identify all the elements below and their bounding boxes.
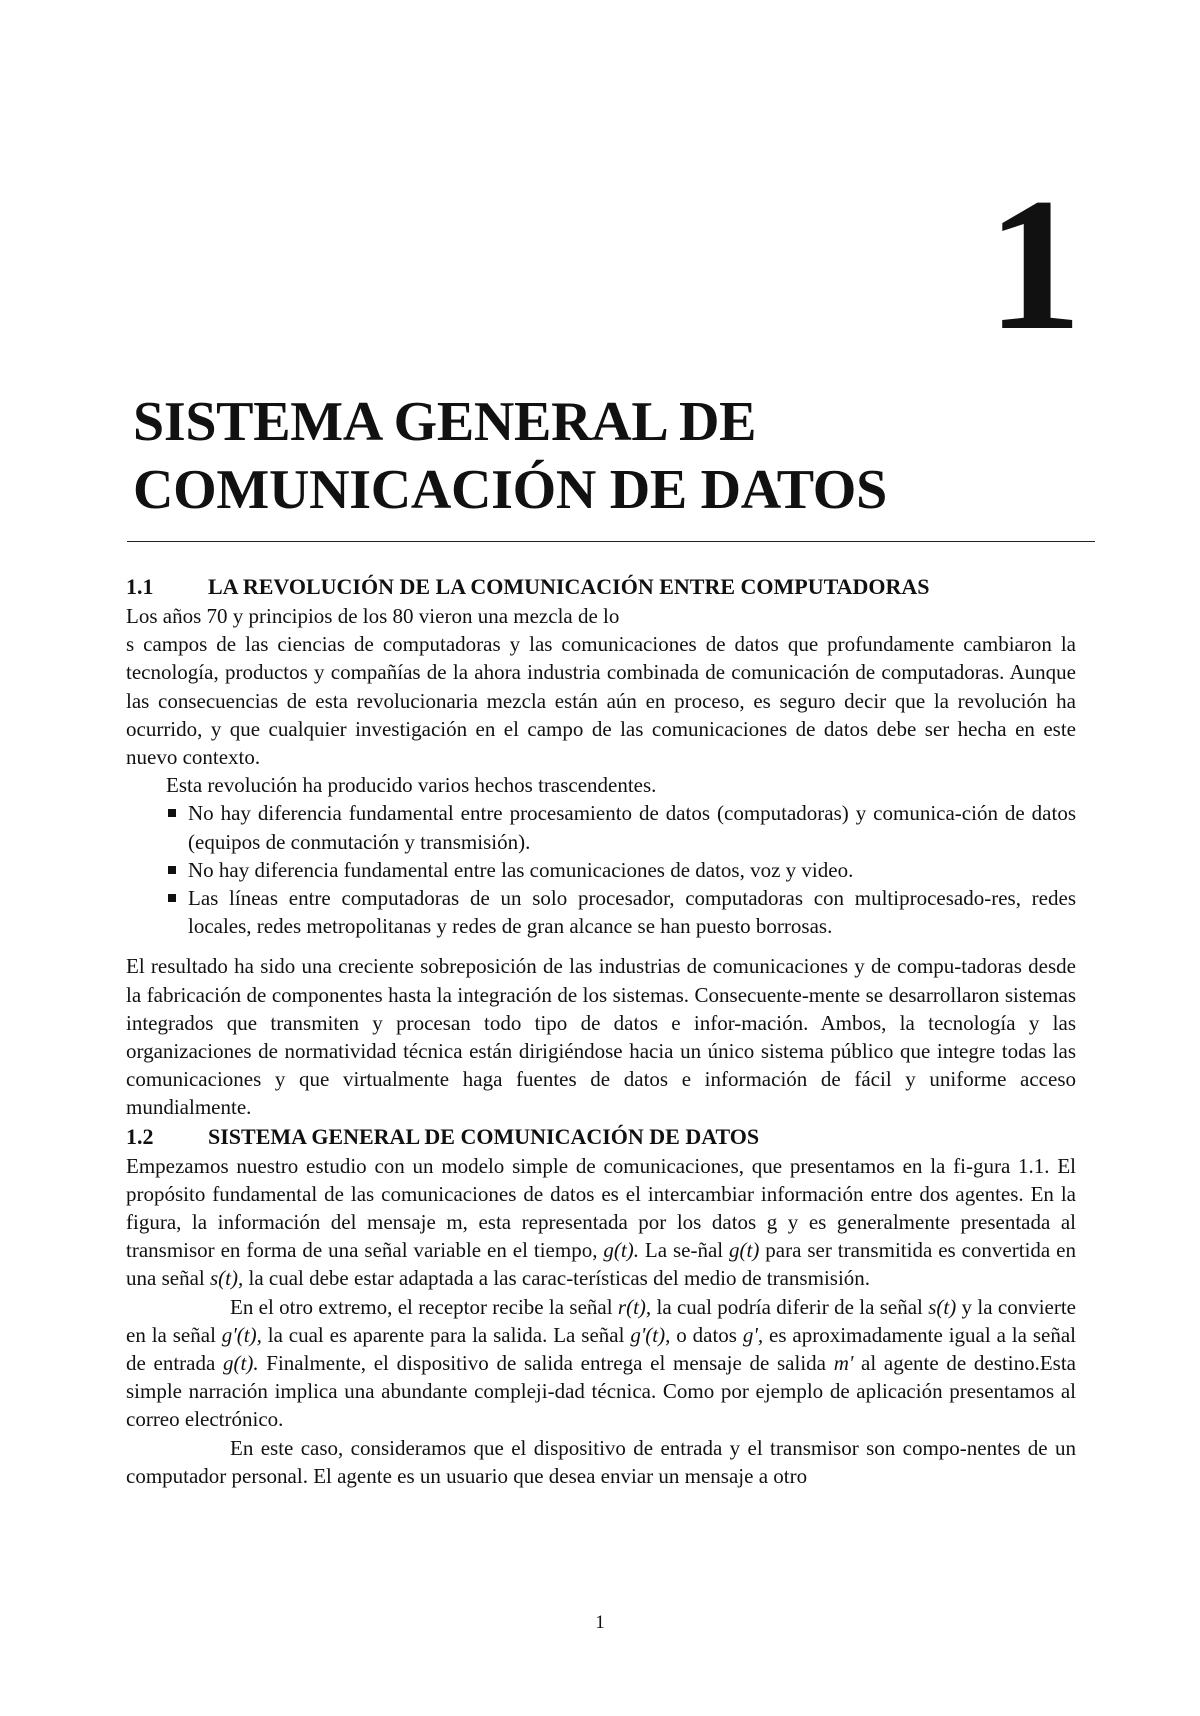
conclusion-paragraph: El resultado ha sido una creciente sobreposición de las industrias de comunicaciones y de compu-tadoras desde la fabricación de componentes hasta la integración de los sistemas. Consecuente-mente se desarrollaron sistemas integrados que transmiten y procesan todo tipo de datos e infor-mación. Ambos, la tecnología y las organizaciones de normatividad técnica están dirigiéndose hacia un único sistema público que integre todas las comunicaciones y que virtualmente haga fuentes de datos e información de fácil y uniforme acceso mundialmente. [126, 954, 1076, 1120]
section-heading-1-2 [126, 1122, 1076, 1152]
list-item: Las líneas entre computadoras de un solo procesador, computadoras con multiprocesado-res, redes locales, redes metropolitanas y redes de gran alcance se han puesto borrosas. [166, 884, 1076, 940]
receiver-paragraph: En el otro extremo, el receptor recibe la señal r(t), la cual podría diferir de la señal s(t) y la convierte en la señal g'(t), la cual es aparente para la salida. La señal g'(t), o datos g', es aproximadamente igual a la señal de entrada g(t). Finalmente, el dispositivo de salida entrega el mensaje de salida m' al agente de destino.Esta simple narración implica una abundante compleji-dad técnica. Como por ejemplo de aplicación presentamos al correo electrónico. [126, 1294, 1077, 1432]
square-bullet-icon [168, 894, 176, 902]
chapter-title [133, 388, 1093, 524]
section-heading-1-1 [126, 572, 1076, 602]
list-item: No hay diferencia fundamental entre procesamiento de datos (computadoras) y comunica-ción de datos (equipos de conmutación y transmisión). [166, 799, 1076, 855]
model-paragraph: Empezamos nuestro estudio con un modelo simple de comunicaciones, que presentamos en la fi-gura 1.1. El propósito fundamental de las comunicaciones de datos es el intercambiar información entre dos agentes. En la figura, la información del mensaje m, esta representada por los datos g y es generalmente presentada al transmisor en forma de una señal variable en el tiempo, g(t). La se-ñal g(t) para ser transmitida es convertida en una señal s(t), la cual debe estar adaptada a las carac-terísticas del medio de transmisión. [126, 1153, 1076, 1291]
page-number: 1 [595, 1612, 605, 1633]
section-title: LA REVOLUCIÓN DE LA COMUNICACIÓN ENTRE COMPUTADORAS [208, 574, 930, 599]
email-example-paragraph: En este caso, consideramos que el dispositivo de entrada y el transmisor son compo-nentes de un computador personal. El agente es un usuario que desea enviar un mensaje a otro [126, 1435, 1076, 1488]
section-title: SISTEMA GENERAL DE COMUNICACIÓN DE DATOS [208, 1123, 760, 1149]
list-item: No hay diferencia fundamental entre las comunicaciones de datos, voz y video. [166, 856, 1076, 884]
title-divider [127, 541, 1095, 542]
section-number: 1.1 [126, 574, 154, 599]
chapter-number: 1 [987, 160, 1082, 370]
chapter-title-line-1: SISTEMA GENERAL DE [133, 391, 757, 453]
chapter-title-line-2: COMUNICACIÓN DE DATOS [133, 459, 887, 521]
square-bullet-icon [168, 809, 176, 817]
intro-first-line: Los años 70 y principios de los 80 vieron una mezcla de lo [126, 604, 620, 628]
lead-in-paragraph: Esta revolución ha producido varios hechos trascendentes. [166, 773, 657, 798]
section-number: 1.2 [126, 1123, 154, 1149]
body-content [126, 572, 1076, 1490]
bullet-list [126, 799, 1076, 940]
intro-paragraph [126, 602, 1076, 771]
intro-rest: s campos de las ciencias de computadoras y las comunicaciones de datos que profundamente cambiaron la tecnología, productos y compañías de la ahora industria combinada de comunicación de computadoras. Aunque las consecuencias de esta revolucionaria mezcla están aún en proceso, es seguro decir que la revolución ha ocurrido, y que cualquier investigación en el campo de las comunicaciones de datos debe ser hecha en este nuevo contexto. [126, 632, 1076, 770]
square-bullet-icon [168, 866, 176, 874]
